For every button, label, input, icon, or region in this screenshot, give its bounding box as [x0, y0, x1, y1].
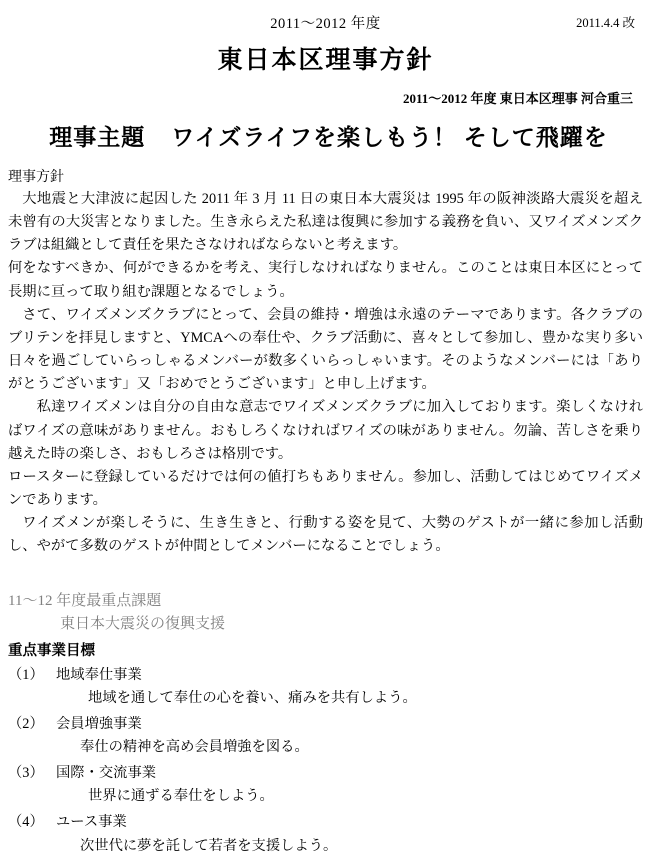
objectives-label: 重点事業目標: [8, 642, 95, 659]
list-item: [8, 811, 643, 833]
item-number: （3）: [8, 765, 44, 782]
list-item: [8, 762, 643, 784]
item-description: 世界に通ずる奉仕をしよう。: [88, 788, 274, 805]
item-description: 次世代に夢を託して若者を支援しよう。: [80, 837, 338, 854]
item-name: 地域奉仕事業: [56, 666, 142, 683]
item-number: （1）: [8, 666, 44, 683]
policy-section-label: 理事方針: [8, 170, 64, 185]
byline: 2011～2012 年度 東日本区理事 河合重三: [402, 91, 633, 106]
item-name: ユース事業: [56, 814, 127, 831]
objectives-list: [8, 664, 643, 857]
theme-heading: [8, 119, 643, 152]
item-name: 国際・交流事業: [56, 765, 157, 782]
list-item: [8, 713, 643, 735]
theme-label: 理事主題: [49, 125, 146, 150]
policy-paragraph: 大地震と大津波に起因した 2011 年 3 月 11 日の東日本大震災は 1995 年の阪神淡路大震災を超え未曾有の大災害となりました。生き永らえた私達は復興に参加する義務を負い、又ワイズメンズクラブは組織として責任を果たさなければならないと考えます。: [8, 191, 643, 254]
policy-paragraph: 何をなすべきか、何ができるかを考え、実行しなければなりません。このことは東日本区にとって長期に亘って取り組む課題となるでしょう。: [8, 260, 643, 300]
policy-paragraph: 私達ワイズメンは自分の自由な意志でワイズメンズクラブに加入しております。楽しくなければワイズの意味がありません。おもしろくなければワイズの味がありません。勿論、苦しさを乗り越えた時の楽しさ、おもしろさは格別です。: [8, 399, 643, 462]
priority-subheading: 東日本大震災の復興支援: [60, 615, 226, 632]
theme-text: ワイズライフを楽しもう！ そして飛躍を: [171, 125, 608, 150]
item-name: 会員増強事業: [56, 715, 142, 732]
policy-paragraph: さて、ワイズメンズクラブにとって、会員の維持・増強は永遠のテーマであります。各クラブのブリテンを拝見しますと、YMCAへの奉仕や、クラブ活動に、喜々として参加し、豊かな実り多い日々を過ごしていらっしゃるメンバーが数多くいらっしゃいます。そのようなメンバーには「ありがとうございます」又「おめでとうございます」と申し上げます。: [8, 306, 643, 393]
item-number: （2）: [8, 715, 44, 732]
item-number: （4）: [8, 814, 44, 831]
fiscal-year-label: 2011～2012 年度: [270, 16, 381, 32]
policy-paragraph: ワイズメンが楽しそうに、生き生きと、行動する姿を見て、大勢のゲストが一緒に参加し活動し、やがて多数のゲストが仲間としてメンバーになることでしょう。: [8, 515, 643, 555]
priority-heading: 11～12 年度最重点課題: [8, 592, 162, 609]
policy-paragraph: ロースターに登録しているだけでは何の値打ちもありません。参加し、活動してはじめてワイズメンであります。: [8, 468, 643, 509]
document-header: [8, 10, 643, 34]
item-description: 地域を通して奉仕の心を養い、痛みを共有しよう。: [88, 689, 417, 706]
item-description: 奉仕の精神を高め会員増強を図る。: [80, 738, 309, 755]
page-title: 東日本区理事方針: [217, 47, 434, 74]
revision-date-label: 2011.4.4 改: [576, 16, 635, 30]
section-spacer: [8, 559, 643, 585]
list-item: [8, 664, 643, 686]
